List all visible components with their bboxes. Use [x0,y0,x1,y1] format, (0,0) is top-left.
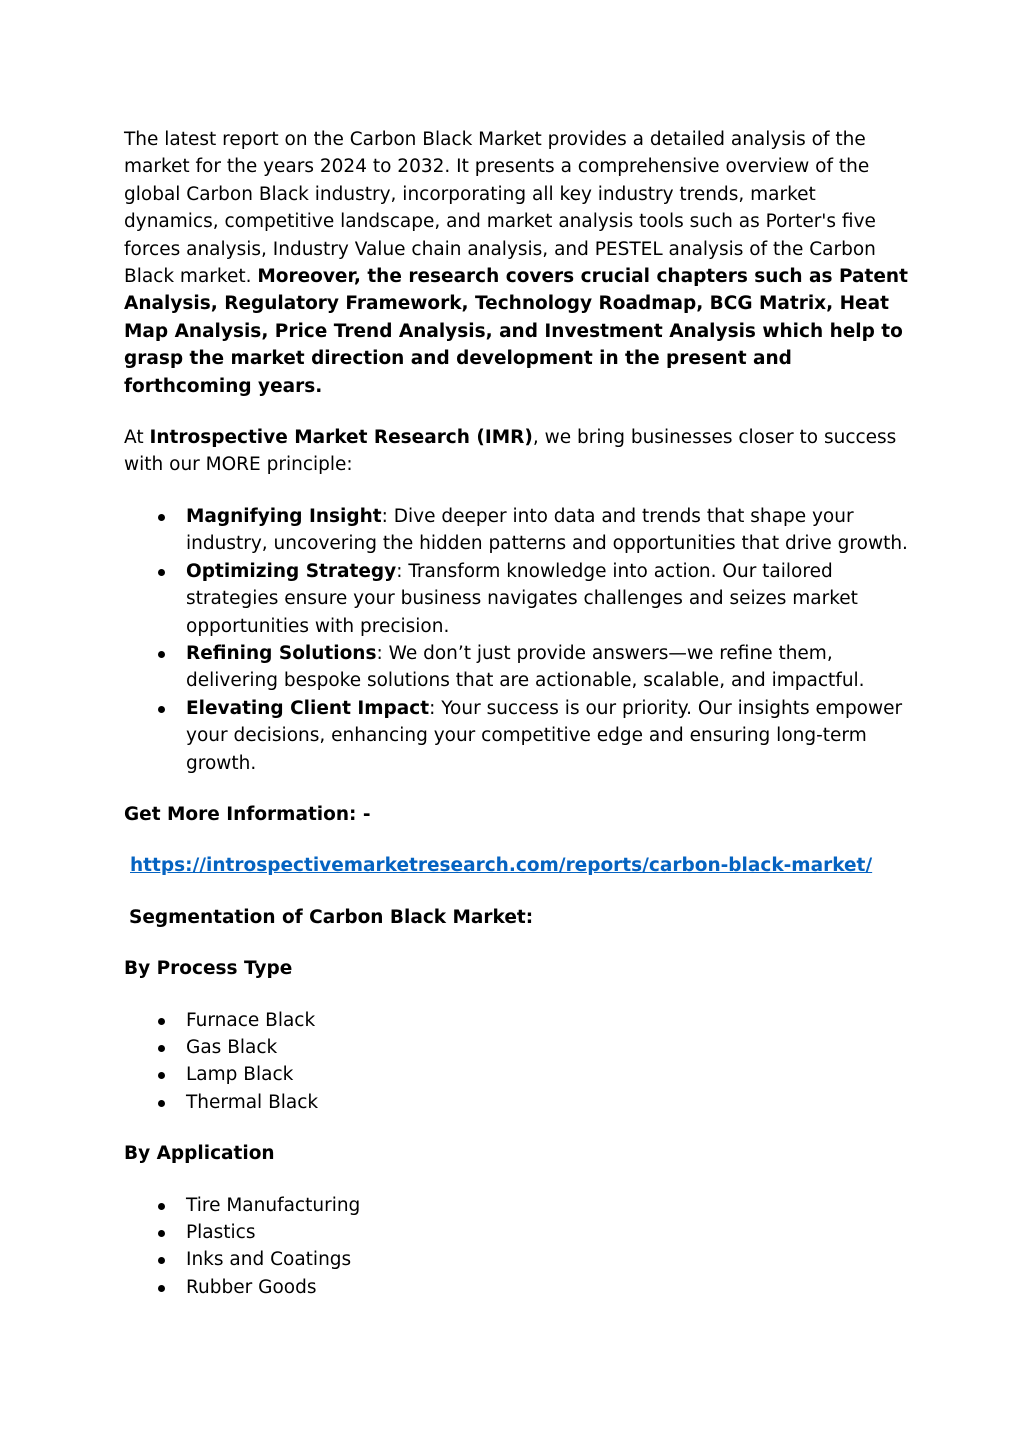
list-item: Lamp Black [124,1061,914,1088]
imr-suffix: , we bring businesses closer to success with our MORE principle: [124,427,897,476]
list-item: Furnace Black [124,1007,914,1034]
principle-text: : Transform knowledge into action. Our tailored strategies ensure your business navigates challenges and seizes market opportunities with precision. [186,560,858,637]
list-item: Rubber Goods [124,1274,914,1301]
imr-paragraph [124,424,914,479]
list-item [124,695,914,777]
segmentation-title: Segmentation of Carbon Black Market: [129,906,534,928]
list-item: Plastics [124,1219,914,1246]
list-item: Inks and Coatings [124,1246,914,1273]
principle-text: : Your success is our priority. Our insights empower your decisions, enhancing your competitive edge and ensuring long-term growth. [186,697,903,774]
list-item [124,640,914,695]
list-item [124,558,914,640]
intro-paragraph [124,126,914,400]
segment-heading-process-type: By Process Type [124,958,293,980]
principle-title: Refining Solutions [186,642,377,664]
more-info-label: Get More Information: - [124,803,371,825]
list-item [124,503,914,558]
intro-text: The latest report on the Carbon Black Market provides a detailed analysis of the market for the years 2024 to 2032. It presents a comprehensive overview of the global Carbon Black industry, incorporating all key industry trends, market dynamics, competitive landscape, and market analysis tools such as Porter's five forces analysis, Industry Value chain analysis, and PESTEL analysis of the Carbon Black market. [124,129,876,288]
imr-company-name: Introspective Market Research (IMR) [149,427,533,449]
principle-text: : We don’t just provide answers—we refine them, delivering bespoke solutions that are actionable, scalable, and impactful. [186,642,865,692]
principle-title: Optimizing Strategy [186,560,397,582]
more-principle-list [124,503,914,777]
principle-title: Magnifying Insight [186,505,382,527]
principle-text: : Dive deeper into data and trends that shape your industry, uncovering the hidden patterns and opportunities that drive growth. [186,505,908,555]
principle-title: Elevating Client Impact [186,697,430,719]
list-item: Tire Manufacturing [124,1192,914,1219]
imr-prefix: At [124,427,150,449]
document-page [124,126,914,1325]
segment-heading-application: By Application [124,1143,275,1165]
application-list [124,1192,914,1302]
list-item: Thermal Black [124,1089,914,1116]
report-link-line [124,852,914,879]
intro-bold-text: Moreover, the research covers crucial chapters such as Patent Analysis, Regulatory Framework, Technology Roadmap, BCG Matrix, Heat Map Analysis, Price Trend Analysis, and Investment Analysis which help to grasp the market direction and development in the present and forthcoming years. [124,266,908,397]
process-type-list [124,1007,914,1117]
list-item: Gas Black [124,1034,914,1061]
report-link[interactable]: https://introspectivemarketresearch.com/reports/carbon-black-market/ [130,855,873,877]
